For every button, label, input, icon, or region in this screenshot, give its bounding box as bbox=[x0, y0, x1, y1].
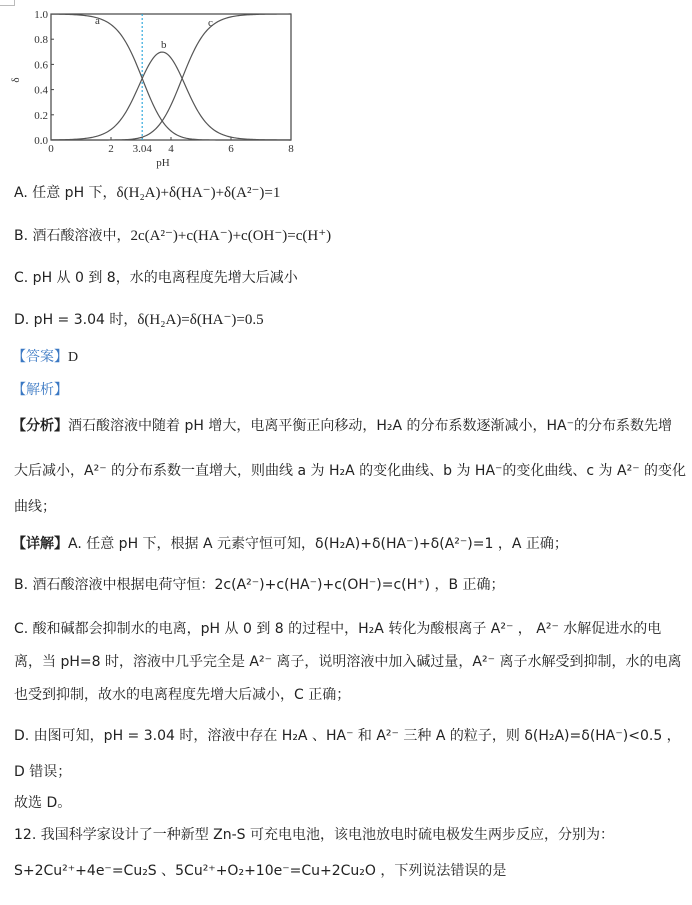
x-axis-label: pH bbox=[156, 157, 170, 169]
svg-text:2: 2 bbox=[108, 143, 114, 155]
question-12-line-1: 12. 我国科学家设计了一种新型 Zn-S 可充电电池，该电池放电时硫电极发生两步反应，分别为： bbox=[14, 827, 615, 843]
fenxi-text-1: 酒石酸溶液中随着 pH 增大，电离平衡正向移动，H₂A 的分布系数逐渐减小，HA⁻的分布系数先增 bbox=[68, 418, 672, 434]
option-b-formula: 2c(A²⁻)+c(HA⁻)+c(OH⁻)=c(H⁺) bbox=[130, 228, 332, 244]
fenxi-line-2: 大后减小，A²⁻ 的分布系数一直增大，则曲线 a 为 H₂A 的变化曲线、b 为 HA⁻的变化曲线、c 为 A²⁻ 的变化 bbox=[14, 463, 687, 479]
answer-value: D bbox=[68, 350, 79, 365]
xiangjie-b-line: B. 酒石酸溶液中根据电荷守恒：2c(A²⁻)+c(HA⁻)+c(OH⁻)=c(H⁺) ，B 正确； bbox=[14, 577, 505, 593]
answer-label: 【答案】 bbox=[12, 349, 68, 365]
fenxi-line-1 bbox=[12, 416, 672, 436]
svg-text:0.4: 0.4 bbox=[34, 84, 48, 97]
svg-text:4: 4 bbox=[168, 143, 174, 155]
curve-a-h2a bbox=[51, 14, 291, 140]
option-b-prefix: B. 酒石酸溶液中， bbox=[14, 228, 131, 244]
svg-text:6: 6 bbox=[228, 143, 234, 155]
conclusion: 故选 D。 bbox=[14, 795, 72, 811]
option-d-formula: δ(H₂A)=δ(HA⁻)=0.5 bbox=[137, 312, 264, 328]
fenxi-label: 【分析】 bbox=[12, 418, 68, 434]
option-b bbox=[14, 226, 331, 246]
y-axis-label: δ bbox=[10, 77, 22, 83]
option-c: C. pH 从 0 到 8，水的电离程度先增大后减小 bbox=[14, 270, 298, 286]
xiangjie-c-line-3: 也受到抑制，故水的电离程度先增大后减小，C 正确； bbox=[14, 687, 351, 703]
distribution-chart bbox=[0, 0, 310, 172]
svg-text:0.8: 0.8 bbox=[34, 34, 48, 47]
option-a-prefix: A. 任意 pH 下， bbox=[14, 185, 117, 201]
xiangjie-label: 【详解】 bbox=[12, 536, 68, 552]
analysis-label: 【解析】 bbox=[12, 382, 68, 398]
xiangjie-a-text: A. 任意 pH 下，根据 A 元素守恒可知，δ(H₂A)+δ(HA⁻)+δ(A²⁻)=1 ，A 正确； bbox=[68, 536, 568, 552]
svg-text:0: 0 bbox=[48, 143, 54, 155]
question-12-line-2: S+2Cu²⁺+4e⁻=Cu₂S 、5Cu²⁺+O₂+10e⁻=Cu+2Cu₂O ，下列说法错误的是 bbox=[14, 863, 507, 879]
svg-text:0.2: 0.2 bbox=[34, 109, 48, 122]
svg-text:1.0: 1.0 bbox=[34, 9, 48, 21]
svg-text:0.0: 0.0 bbox=[34, 135, 48, 147]
fenxi-line-3: 曲线； bbox=[14, 499, 56, 515]
option-d bbox=[14, 310, 264, 330]
curve-b-ha bbox=[51, 52, 291, 140]
curve-a-label: a bbox=[95, 15, 100, 27]
curve-c-label: c bbox=[208, 17, 213, 29]
curve-c-a2 bbox=[51, 14, 291, 140]
option-a-formula: δ(H₂A)+δ(HA⁻)+δ(A²⁻)=1 bbox=[116, 185, 281, 201]
svg-text:3.04: 3.04 bbox=[132, 143, 152, 155]
curve-b-label: b bbox=[161, 39, 167, 51]
xiangjie-d-line-1: D. 由图可知，pH = 3.04 时，溶液中存在 H₂A 、HA⁻ 和 A²⁻ 三种 A 的粒子，则 δ(H₂A)=δ(HA⁻)<0.5 ， bbox=[14, 728, 681, 744]
xiangjie-c-line-1: C. 酸和碱都会抑制水的电离，pH 从 0 到 8 的过程中，H₂A 转化为酸根离子 A²⁻ ， A²⁻ 水解促进水的电 bbox=[14, 621, 662, 637]
svg-text:0.6: 0.6 bbox=[34, 59, 48, 72]
xiangjie-d-line-2: D 错误； bbox=[14, 764, 72, 780]
svg-text:8: 8 bbox=[288, 143, 294, 155]
plot-frame bbox=[51, 14, 291, 140]
option-a bbox=[14, 183, 280, 203]
answer-line bbox=[12, 347, 78, 368]
option-d-prefix: D. pH = 3.04 时， bbox=[14, 312, 138, 328]
xiangjie-c-line-2: 离，当 pH=8 时，溶液中几乎完全是 A²⁻ 离子，说明溶液中加入碱过量，A²⁻ 离子水解受到抑制，水的电离 bbox=[14, 654, 682, 670]
xiangjie-a-line bbox=[12, 534, 568, 554]
